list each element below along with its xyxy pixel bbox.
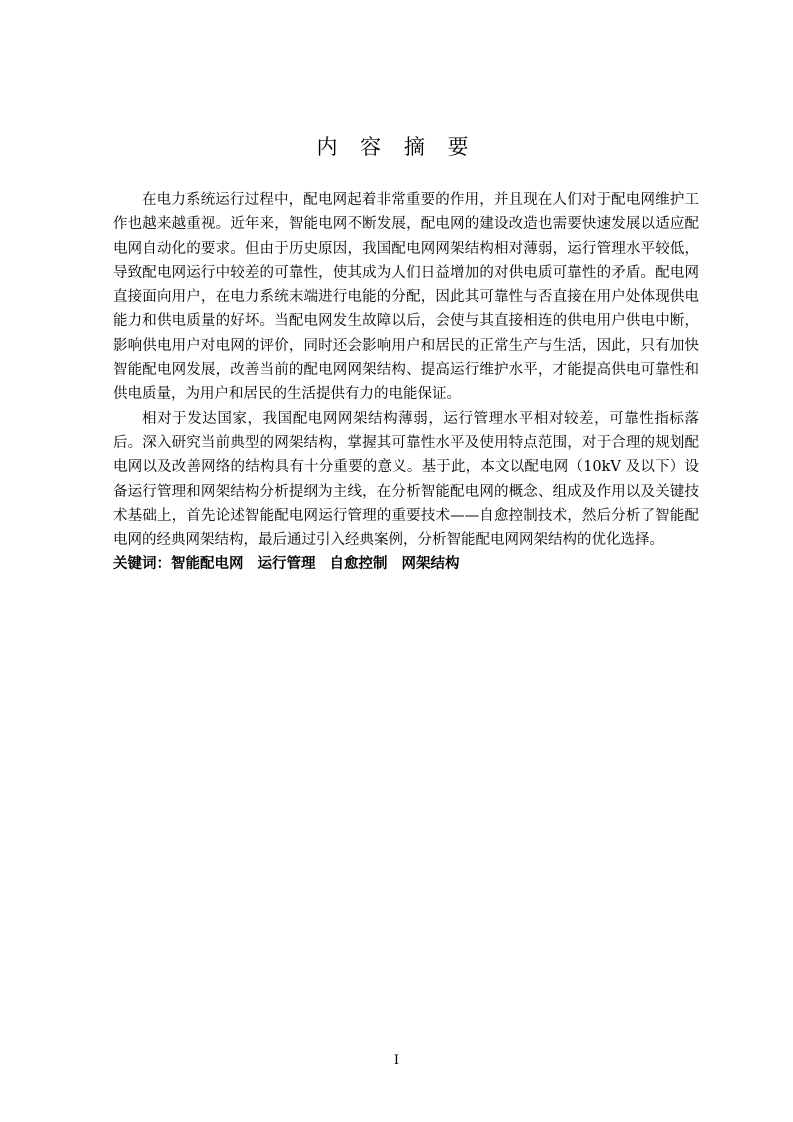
keyword-item: 运行管理 bbox=[257, 556, 316, 573]
abstract-paragraph-1: 在电力系统运行过程中，配电网起着非常重要的作用，并且现在人们对于配电网维护工作也越来越重视。近年来，智能电网不断发展，配电网的建设改造也需要快速发展以适应配电网自动化的要求。但由于历史原因，我国配电网网架结构相对薄弱，运行管理水平较低，导致配电网运行中较差的可靠性，使其成为人们日益增加的对供电质可靠性的矛盾。配电网直接面向用户，在电力系统末端进行电能的分配，因此其可靠性与否直接在用户处体现供电能力和供电质量的好坏。当配电网发生故障以后，会使与其直接相连的供电用户供电中断，影响供电用户对电网的评价，同时还会影响用户和居民的正常生产与生活，因此，只有加快智能配电网发展，改善当前的配电网网架结构、提高运行维护水平，才能提高供电可靠性和供电质量，为用户和居民的生活提供有力的电能保证。 bbox=[113, 192, 699, 403]
keywords-line bbox=[113, 552, 699, 576]
keywords-label: 关键词： bbox=[113, 556, 171, 573]
keyword-item: 自愈控制 bbox=[329, 556, 388, 573]
abstract-body bbox=[113, 188, 699, 577]
keyword-item: 网架结构 bbox=[401, 556, 460, 573]
page-number: I bbox=[393, 1053, 400, 1068]
abstract-title: 内 容 摘 要 bbox=[316, 135, 477, 159]
keyword-item: 智能配电网 bbox=[171, 556, 244, 573]
abstract-paragraph-2: 相对于发达国家，我国配电网网架结构薄弱，运行管理水平相对较差，可靠性指标落后。深入研究当前典型的网架结构，掌握其可靠性水平及使用特点范围，对于合理的规划配电网以及改善网络的结构具有十分重要的意义。基于此，本文以配电网（10kV 及以下）设备运行管理和网架结构分析提纲为主线，在分析智能配电网的概念、组成及作用以及关键技术基础上，首先论述智能配电网运行管理的重要技术——自愈控制技术，然后分析了智能配电网的经典网架结构，最后通过引入经典案例，分析智能配电网网架结构的优化选择。 bbox=[113, 410, 699, 549]
